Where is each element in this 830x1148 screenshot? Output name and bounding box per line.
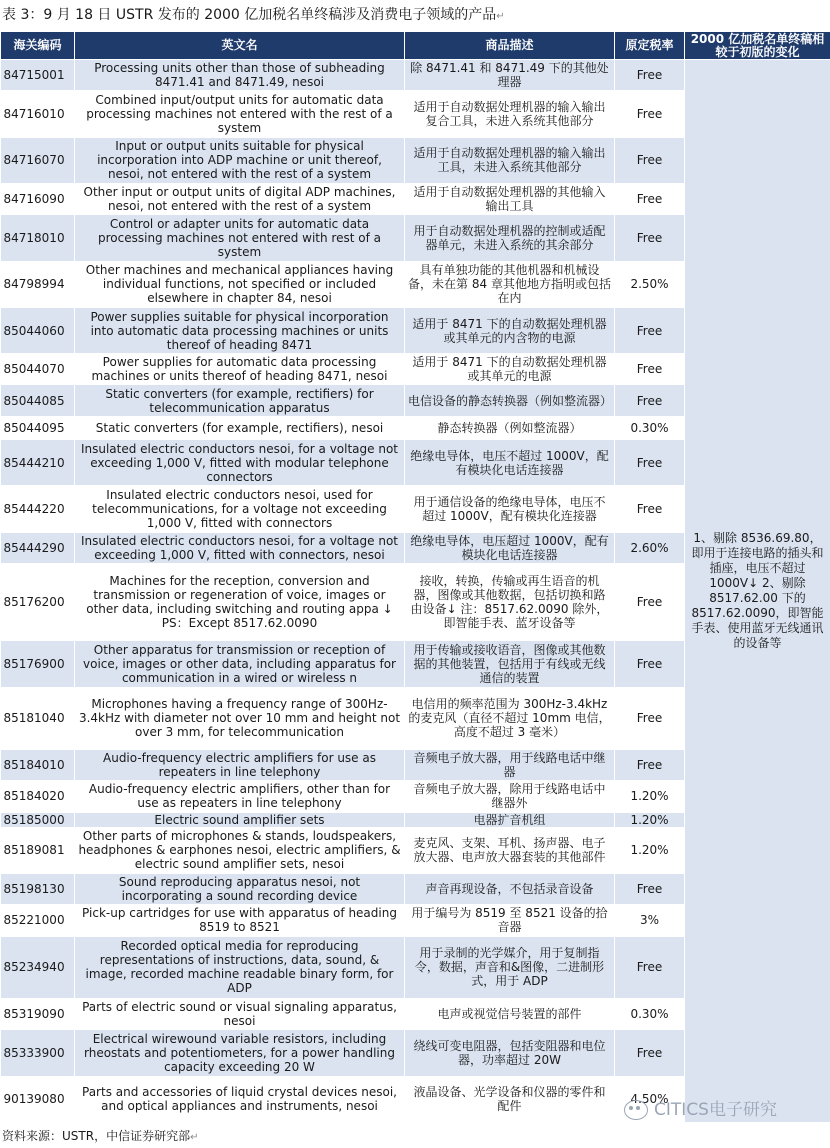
description-cell: 电声或视觉信号装置的部件: [405, 999, 615, 1030]
description-cell: 适用于 8471 下的自动数据处理机器或其单元的电源: [405, 354, 615, 385]
rate-cell: 4.50%: [615, 1076, 685, 1122]
english-name-cell: Input or output units suitable for physical incorporation into ADP machine or unit thereof, nesoi, not entered with the rest of a system: [75, 137, 405, 183]
description-cell: 具有单独功能的其他机器和机械设备，未在第 84 章其他地方指明或包括在内: [405, 261, 615, 307]
rate-cell: 2.60%: [615, 532, 685, 563]
table-caption: [0, 0, 830, 31]
rate-cell: 1.20%: [615, 812, 685, 827]
rate-cell: Free: [615, 486, 685, 532]
hs-code-cell: 85044070: [1, 354, 75, 385]
rate-cell: Free: [615, 1030, 685, 1076]
hs-code-cell: 85333900: [1, 1030, 75, 1076]
description-cell: 电器扩音机组: [405, 812, 615, 827]
description-cell: 除 8471.41 和 8471.49 下的其他处理器: [405, 60, 615, 91]
tariff-table: [0, 31, 830, 1123]
rate-cell: Free: [615, 563, 685, 641]
rate-cell: Free: [615, 91, 685, 137]
header-english-name: 英文名: [75, 32, 405, 60]
change-note-cell: 1、剔除 8536.69.80，即用于连接电路的插头和插座，电压不超过 1000V↓ 2、剔除 8517.62.00 下的 8517.62.0090，即智能手表、使用蓝牙无线通讯的设备等: [685, 60, 830, 1123]
hs-code-cell: 84716010: [1, 91, 75, 137]
english-name-cell: Pick-up cartridges for use with apparatus of heading 8519 to 8521: [75, 905, 405, 936]
hs-code-cell: 85176900: [1, 641, 75, 687]
hs-code-cell: 84715001: [1, 60, 75, 91]
rate-cell: Free: [615, 874, 685, 905]
description-cell: 麦克风、支架、耳机、扬声器、电子放大器、电声放大器套装的其他部件: [405, 827, 615, 873]
english-name-cell: Electrical wirewound variable resistors, including rheostats and potentiometers, for a power handling capacity exceeding 20 W: [75, 1030, 405, 1076]
rate-cell: Free: [615, 936, 685, 998]
hs-code-cell: 85184010: [1, 750, 75, 781]
rate-cell: Free: [615, 354, 685, 385]
watermark: [624, 1097, 824, 1123]
hs-code-cell: 85044085: [1, 385, 75, 416]
rate-cell: 1.20%: [615, 827, 685, 873]
english-name-cell: Machines for the reception, conversion and transmission or regeneration of voice, images or other data, including switching and routing appa ↓ PS：Except 8517.62.0090: [75, 563, 405, 641]
description-cell: 适用于自动数据处理机器的输入输出复合工具，未进入系统其他部分: [405, 91, 615, 137]
description-cell: 用于传输或接收语音，图像或其他数据的其他装置，包括用于有线或无线通信的装置: [405, 641, 615, 687]
rate-cell: 2.50%: [615, 261, 685, 307]
watermark-text: CITICS电子研究: [654, 1100, 777, 1120]
rate-cell: Free: [615, 439, 685, 485]
english-name-cell: Power supplies for automatic data processing machines or units thereof of heading 8471, nesoi: [75, 354, 405, 385]
description-cell: 接收，转换，传输或再生语音的机器，图像或其他数据，包括切换和路由设备↓ 注：8517.62.0090 除外，即智能手表、蓝牙设备等: [405, 563, 615, 641]
rate-cell: Free: [615, 215, 685, 261]
description-cell: 电信用的频率范围为 300Hz-3.4kHz 的麦克风（直径不超过 10mm 电信，高度不超过 3 毫米）: [405, 687, 615, 749]
hs-code-cell: 85176200: [1, 563, 75, 641]
table-row: [1, 60, 830, 91]
english-name-cell: Control or adapter units for automatic data processing machines not entered with rest of a system: [75, 215, 405, 261]
description-cell: 适用于自动数据处理机器的输入输出工具，未进入系统其他部分: [405, 137, 615, 183]
description-cell: 绝缘电导体，电压超过 1000V，配有模块化电话连接器: [405, 532, 615, 563]
rate-cell: Free: [615, 750, 685, 781]
paragraph-mark: ↵: [496, 11, 504, 22]
hs-code-cell: 85444210: [1, 439, 75, 485]
hs-code-cell: 85198130: [1, 874, 75, 905]
header-change: 2000 亿加税名单终稿相较于初版的变化: [685, 32, 830, 60]
description-cell: 电信设备的静态转换器（例如整流器）: [405, 385, 615, 416]
rate-cell: 1.20%: [615, 781, 685, 812]
hs-code-cell: 84716090: [1, 183, 75, 214]
description-cell: 绝缘电导体，电压不超过 1000V，配有模块化电话连接器: [405, 439, 615, 485]
english-name-cell: Static converters (for example, rectifiers), nesoi: [75, 416, 405, 439]
source-text: 资料来源：USTR，中信证券研究部: [2, 1129, 190, 1143]
hs-code-cell: 85185000: [1, 812, 75, 827]
english-name-cell: Sound reproducing apparatus nesoi, not incorporating a sound recording device: [75, 874, 405, 905]
rate-cell: Free: [615, 183, 685, 214]
english-name-cell: Insulated electric conductors nesoi, for a voltage not exceeding 1,000 V, fitted with connectors, nesoi: [75, 532, 405, 563]
rate-cell: Free: [615, 687, 685, 749]
hs-code-cell: 85181040: [1, 687, 75, 749]
rate-cell: 0.30%: [615, 999, 685, 1030]
rate-cell: Free: [615, 385, 685, 416]
hs-code-cell: 85189081: [1, 827, 75, 873]
rate-cell: 3%: [615, 905, 685, 936]
header-description: 商品描述: [405, 32, 615, 60]
english-name-cell: Recorded optical media for reproducing representations of instructions, data, sound, & image, recorded machine readable binary form, for ADP: [75, 936, 405, 998]
hs-code-cell: 85044060: [1, 307, 75, 353]
english-name-cell: Combined input/output units for automatic data processing machines not entered with the rest of a system: [75, 91, 405, 137]
description-cell: 绕线可变电阻器，包括变阻器和电位器，功率超过 20W: [405, 1030, 615, 1076]
english-name-cell: Power supplies suitable for physical incorporation into automatic data processing machines or units thereof of heading 8471: [75, 307, 405, 353]
paragraph-mark: ↵: [190, 1132, 198, 1143]
english-name-cell: Insulated electric conductors nesoi, for a voltage not exceeding 1,000 V, fitted with modular telephone connectors: [75, 439, 405, 485]
english-name-cell: Parts and accessories of liquid crystal devices nesoi, and optical appliances and instruments, nesoi: [75, 1076, 405, 1122]
english-name-cell: Audio-frequency electric amplifiers, other than for use as repeaters in line telephony: [75, 781, 405, 812]
description-cell: 声音再现设备，不包括录音设备: [405, 874, 615, 905]
hs-code-cell: 85444290: [1, 532, 75, 563]
rate-cell: Free: [615, 641, 685, 687]
header-row: [1, 32, 830, 60]
english-name-cell: Audio-frequency electric amplifiers for use as repeaters in line telephony: [75, 750, 405, 781]
description-cell: 用于自动数据处理机器的控制或适配器单元，未进入系统的其余部分: [405, 215, 615, 261]
header-hs-code: 海关编码: [1, 32, 75, 60]
english-name-cell: Electric sound amplifier sets: [75, 812, 405, 827]
source-note: [0, 1126, 830, 1146]
description-cell: 适用于 8471 下的自动数据处理机器或其单元的内含物的电源: [405, 307, 615, 353]
caption-text: 表 3：9 月 18 日 USTR 发布的 2000 亿加税名单终稿涉及消费电子领域的产品: [2, 7, 496, 23]
hs-code-cell: 90139080: [1, 1076, 75, 1122]
hs-code-cell: 85221000: [1, 905, 75, 936]
english-name-cell: Processing units other than those of subheading 8471.41 and 8471.49, nesoi: [75, 60, 405, 91]
english-name-cell: Other apparatus for transmission or reception of voice, images or other data, including apparatus for communication in a wired or wireless n: [75, 641, 405, 687]
hs-code-cell: 85234940: [1, 936, 75, 998]
hs-code-cell: 85184020: [1, 781, 75, 812]
description-cell: 音频电子放大器，用于线路电话中继器: [405, 750, 615, 781]
rate-cell: Free: [615, 137, 685, 183]
english-name-cell: Insulated electric conductors nesoi, used for telecommunications, for a voltage not exceeding 1,000 V, fitted with connectors: [75, 486, 405, 532]
english-name-cell: Other parts of microphones & stands, loudspeakers, headphones & earphones nesoi, electric amplifiers, & electric sound amplifier sets, nesoi: [75, 827, 405, 873]
hs-code-cell: 85044095: [1, 416, 75, 439]
english-name-cell: Other input or output units of digital ADP machines, nesoi, not entered with the rest of a system: [75, 183, 405, 214]
description-cell: 液晶设备、光学设备和仪器的零件和配件: [405, 1076, 615, 1122]
header-original-rate: 原定税率: [615, 32, 685, 60]
rate-cell: Free: [615, 307, 685, 353]
description-cell: 用于录制的光学媒介，用于复制指令，数据，声音和&图像，二进制形式，用于 ADP: [405, 936, 615, 998]
hs-code-cell: 84716070: [1, 137, 75, 183]
english-name-cell: Parts of electric sound or visual signaling apparatus, nesoi: [75, 999, 405, 1030]
description-cell: 用于编号为 8519 至 8521 设备的拾音器: [405, 905, 615, 936]
description-cell: 用于通信设备的绝缘电导体，电压不超过 1000V，配有模块化连接器: [405, 486, 615, 532]
wechat-icon: [624, 1100, 648, 1120]
rate-cell: Free: [615, 60, 685, 91]
english-name-cell: Static converters (for example, rectifiers) for telecommunication apparatus: [75, 385, 405, 416]
english-name-cell: Microphones having a frequency range of 300Hz-3.4kHz with diameter not over 10 mm and height not over 3 mm, for telecommunication: [75, 687, 405, 749]
description-cell: 适用于自动数据处理机器的其他输入输出工具: [405, 183, 615, 214]
rate-cell: 0.30%: [615, 416, 685, 439]
description-cell: 静态转换器（例如整流器）: [405, 416, 615, 439]
english-name-cell: Other machines and mechanical appliances having individual functions, not specified or included elsewhere in chapter 84, nesoi: [75, 261, 405, 307]
hs-code-cell: 84718010: [1, 215, 75, 261]
hs-code-cell: 84798994: [1, 261, 75, 307]
description-cell: 音频电子放大器，除用于线路电话中继器外: [405, 781, 615, 812]
hs-code-cell: 85319090: [1, 999, 75, 1030]
hs-code-cell: 85444220: [1, 486, 75, 532]
